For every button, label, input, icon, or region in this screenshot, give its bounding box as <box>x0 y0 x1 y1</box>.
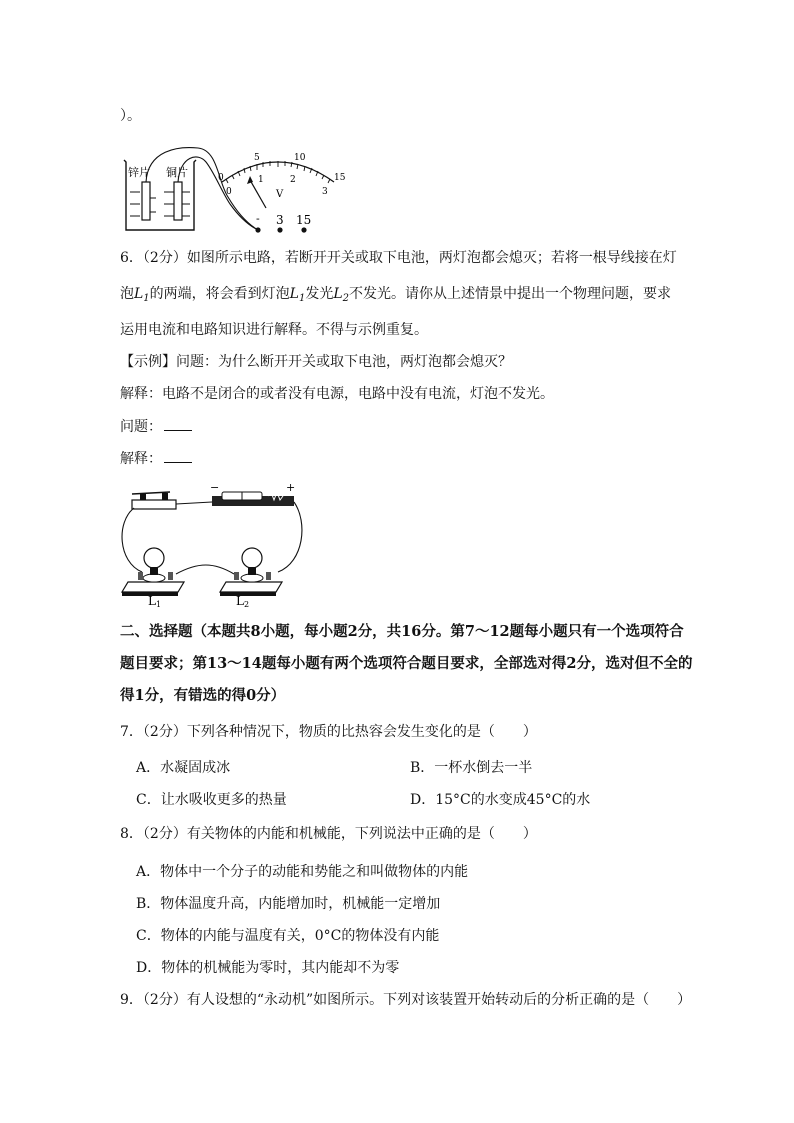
scale-top-5: 5 <box>254 153 260 163</box>
voltaic-cell-voltmeter-figure <box>118 142 358 236</box>
copper-plate <box>174 182 182 220</box>
q8-option-a[interactable]: A．物体中一个分子的动能和势能之和叫做物体的内能 <box>136 864 469 880</box>
zinc-plate <box>142 182 150 220</box>
scale-bottom-1: 1 <box>258 175 264 185</box>
q8-option-c[interactable]: C．物体的内能与温度有关，0°C的物体没有内能 <box>136 928 440 944</box>
lamp2-post <box>266 572 271 580</box>
scale-top-0: 0 <box>218 173 224 183</box>
wire-left <box>122 508 142 572</box>
lamp1-label: L1 <box>148 594 162 608</box>
q6-answer-field: 解释： <box>120 448 192 469</box>
switch-base <box>132 500 176 509</box>
q8-option-d[interactable]: D．物体的机械能为零时，其内能却不为零 <box>136 960 400 976</box>
wire-right <box>278 502 302 572</box>
scale-bottom-3: 3 <box>322 187 328 197</box>
battery-minus-label: − <box>210 482 220 494</box>
terminal-negative-label: - <box>256 212 260 225</box>
lamp2-label: L2 <box>236 594 250 608</box>
section2-line3: 得1分，有错选的得0分） <box>120 687 286 704</box>
bulb1-cap <box>150 567 158 575</box>
answer-blank[interactable] <box>164 448 192 463</box>
scale-bottom-0: 0 <box>226 187 232 197</box>
q8-option-b[interactable]: B．物体温度升高，内能增加时，机械能一定增加 <box>136 896 441 912</box>
q6-line2: 泡$L_1$的两端，将会看到灯泡$L_1$发光$L_2$不发光。请你从上述情景中提出一个物理问题，要求 <box>120 286 672 304</box>
lamp2-post <box>234 572 239 580</box>
scale-top-10: 10 <box>294 153 306 163</box>
bulb1-icon <box>144 548 164 568</box>
lamp2-base-edge <box>220 592 276 596</box>
q7-option-b[interactable]: B．一杯水倒去一半 <box>410 760 533 776</box>
lamp1-post <box>138 572 143 580</box>
lamp1-post <box>168 572 173 580</box>
switch-post <box>162 493 168 500</box>
q8-stem: 8．（2分）有关物体的内能和机械能，下列说法中正确的是（ ） <box>120 826 537 842</box>
unit-label: V <box>276 189 284 200</box>
terminal-negative <box>255 227 260 232</box>
bulb2-cap <box>248 567 256 575</box>
q7-option-c[interactable]: C．让水吸收更多的热量 <box>136 792 287 808</box>
lamp1-socket <box>143 574 165 582</box>
question-blank[interactable] <box>164 416 192 431</box>
q7-option-a[interactable]: A．水凝固成冰 <box>136 760 231 776</box>
copper-label: 铜片 <box>166 166 188 179</box>
q6-line1: 6．（2分）如图所示电路，若断开开关或取下电池，两灯泡都会熄灭；若将一根导线接在灯 <box>120 250 677 266</box>
zinc-label: 锌片 <box>128 166 150 179</box>
q7-stem: 7．（2分）下列各种情况下，物质的比热容会发生变化的是（ ） <box>120 724 537 740</box>
wire-middle <box>176 565 234 574</box>
dial-ticks <box>226 161 330 183</box>
q6-question-field: 问题： <box>120 416 192 437</box>
q9-stem: 9．（2分）有人设想的“永动机”如图所示。下列对该装置开始转动后的分析正确的是（ ） <box>120 992 692 1008</box>
q6-example-answer: 解释：电路不是闭合的或者没有电源，电路中没有电流，灯泡不发光。 <box>120 386 554 402</box>
q7-option-d[interactable]: D．15°C的水变成45°C的水 <box>410 792 591 808</box>
circuit-figure <box>118 482 308 608</box>
q6-example-question: 【示例】问题：为什么断开开关或取下电池，两灯泡都会熄灭？ <box>120 354 512 370</box>
question5-ending: ）。 <box>120 108 141 124</box>
bulb2-icon <box>242 548 262 568</box>
terminal-3 <box>277 227 282 232</box>
scale-top-15: 15 <box>334 173 346 183</box>
terminal-3-label: 3 <box>276 213 284 227</box>
terminal-15 <box>301 227 306 232</box>
battery-plus-label: + <box>286 482 296 494</box>
terminal-15-label: 15 <box>296 213 312 227</box>
q6-line3: 运用电流和电路知识进行解释。不得与示例重复。 <box>120 322 428 338</box>
wire-switch-battery <box>176 502 212 504</box>
lamp2-socket <box>241 574 263 582</box>
section2-line2: 题目要求；第13～14题每小题有两个选项符合题目要求，全部选对得2分，选对但不全的 <box>120 655 693 672</box>
lamp1-base <box>122 582 184 592</box>
scale-bottom-2: 2 <box>290 175 296 185</box>
lamp2-base <box>220 582 282 592</box>
section2-line1: 二、选择题（本题共8小题，每小题2分，共16分。第7～12题每小题只有一个选项符合 <box>120 623 684 640</box>
